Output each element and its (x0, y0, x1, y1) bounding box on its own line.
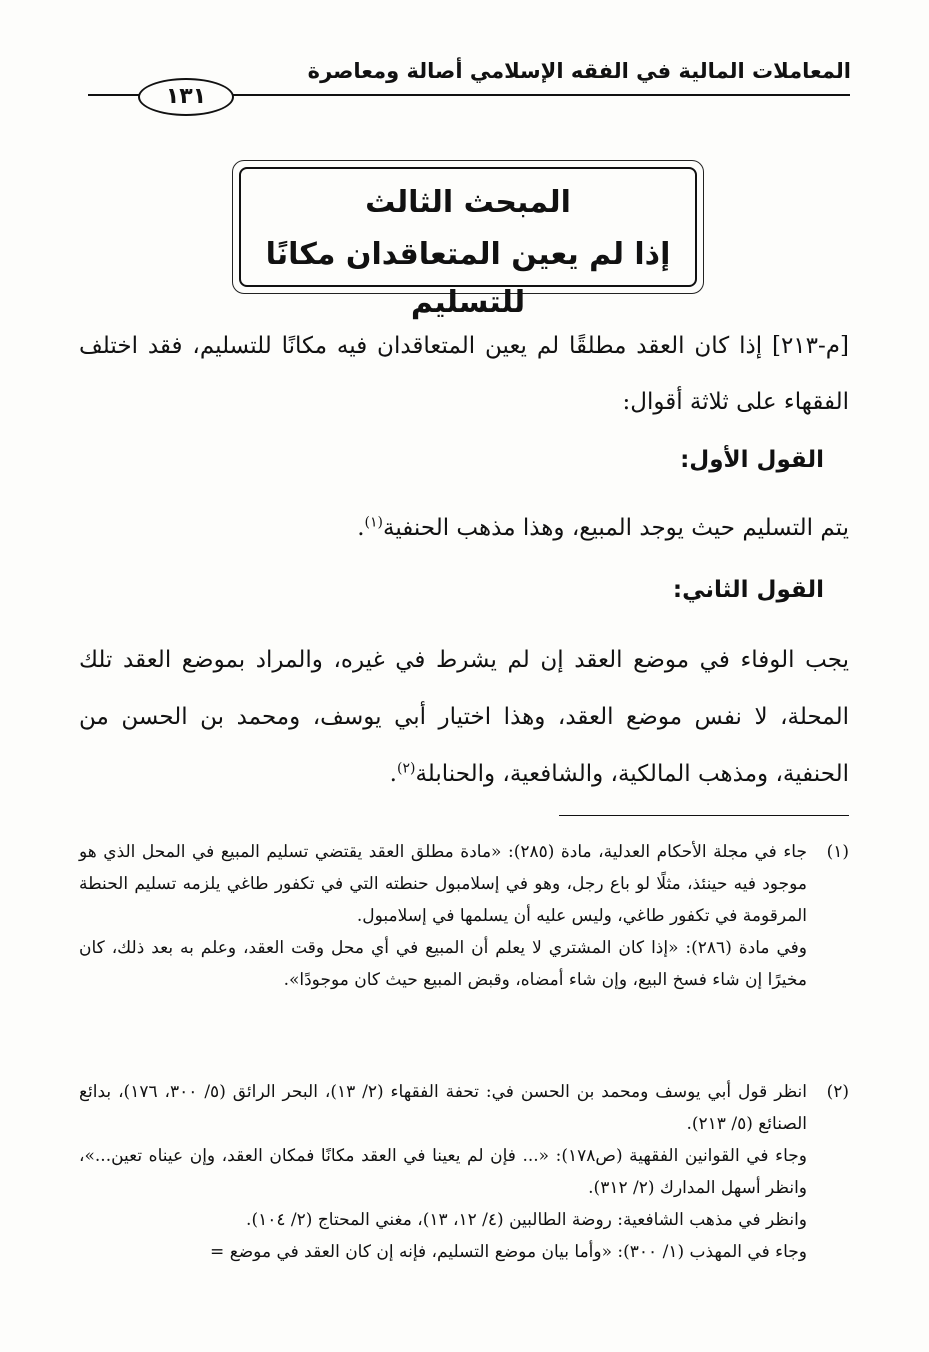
footnote-1-line: وفي مادة (٢٨٦): «إذا كان المشتري لا يعلم أن المبيع في أي محل وقت العقد، وعلم به بعد ذلك، كان مخيرًا إن شاء فسخ البيع، وإن شاء أمضاه، وقبض المبيع حيث كان موجودًا». (79, 938, 807, 990)
footnote-2-line: وجاء في القوانين الفقهية (ص١٧٨): «... فإن لم يعينا في العقد مكانًا فمكان العقد، وإن عيناه تعين...»، وانظر أسهل المدارك (٢/ ٣١٢). (79, 1146, 807, 1198)
first-opinion-text: يتم التسليم حيث يوجد المبيع، وهذا مذهب الحنفية (383, 515, 849, 541)
footnote-1-number: (١) (826, 842, 849, 862)
page-number: ١٣١ (138, 78, 234, 116)
footnote-2-body (79, 1076, 807, 1268)
footnote-ref-2[interactable]: (٢) (396, 760, 416, 777)
section-title-box (232, 160, 704, 320)
section-title: المبحث الثالث (365, 185, 571, 220)
footnote-2-line: وجاء في المهذب (١/ ٣٠٠): «وأما بيان موضع التسليم، فإنه إن كان العقد في موضع = (210, 1242, 807, 1262)
footnote-ref-1[interactable]: (١) (364, 514, 383, 531)
first-opinion-paragraph (79, 500, 849, 556)
first-opinion-heading: القول الأول: (680, 447, 824, 473)
second-opinion-paragraph (79, 632, 849, 803)
section-title-inner-frame (239, 167, 697, 320)
footnote-1 (79, 836, 849, 996)
first-opinion-end: . (357, 515, 365, 541)
footnote-1-line: جاء في مجلة الأحكام العدلية، مادة (٢٨٥): «مادة مطلق العقد يقتضي تسليم المبيع في المحل الذي هو موجود فيه حينئذ، مثلًا لو باع رجل، وهو في إسلامبول حنطته التي في تكفور طاغي يلزمه تسليم الحنطة المرقومة في تكفور طاغي، وليس عليه أن يسلمها في إسلامبول. (79, 842, 807, 926)
second-opinion-heading: القول الثاني: (672, 577, 824, 603)
second-opinion-text: يجب الوفاء في موضع العقد إن لم يشرط في غيره، والمراد بموضع العقد تلك المحلة، لا نفس موضع العقد، وهذا اختيار أبي يوسف، ومحمد بن الحسن من الحنفية، ومذهب المالكية، والشافعية، والحنابلة (79, 647, 849, 787)
footnote-separator (559, 815, 849, 816)
intro-paragraph: [م-٢١٣] إذا كان العقد مطلقًا لم يعين المتعاقدان فيه مكانًا للتسليم، فقد اختلف الفقهاء على ثلاثة أقوال: (79, 333, 849, 415)
second-opinion-end: . (389, 761, 397, 787)
footnote-2-number: (٢) (826, 1082, 849, 1102)
running-header-title: المعاملات المالية في الفقه الإسلامي أصالة ومعاصرة (307, 59, 851, 83)
section-subtitle: إذا لم يعين المتعاقدان مكانًا للتسليم (265, 237, 671, 320)
footnote-2-line: وانظر في مذهب الشافعية: روضة الطالبين (٤/ ١٢، ١٣)، مغني المحتاج (٢/ ١٠٤). (246, 1210, 807, 1230)
footnote-1-body (79, 836, 807, 996)
footnote-2 (79, 1076, 849, 1268)
footnote-2-line: انظر قول أبي يوسف ومحمد بن الحسن في: تحفة الفقهاء (٢/ ١٣)، البحر الرائق (٥/ ٣٠٠، ١٧٦)، بدائع الصنائع (٥/ ٢١٣). (79, 1082, 807, 1134)
